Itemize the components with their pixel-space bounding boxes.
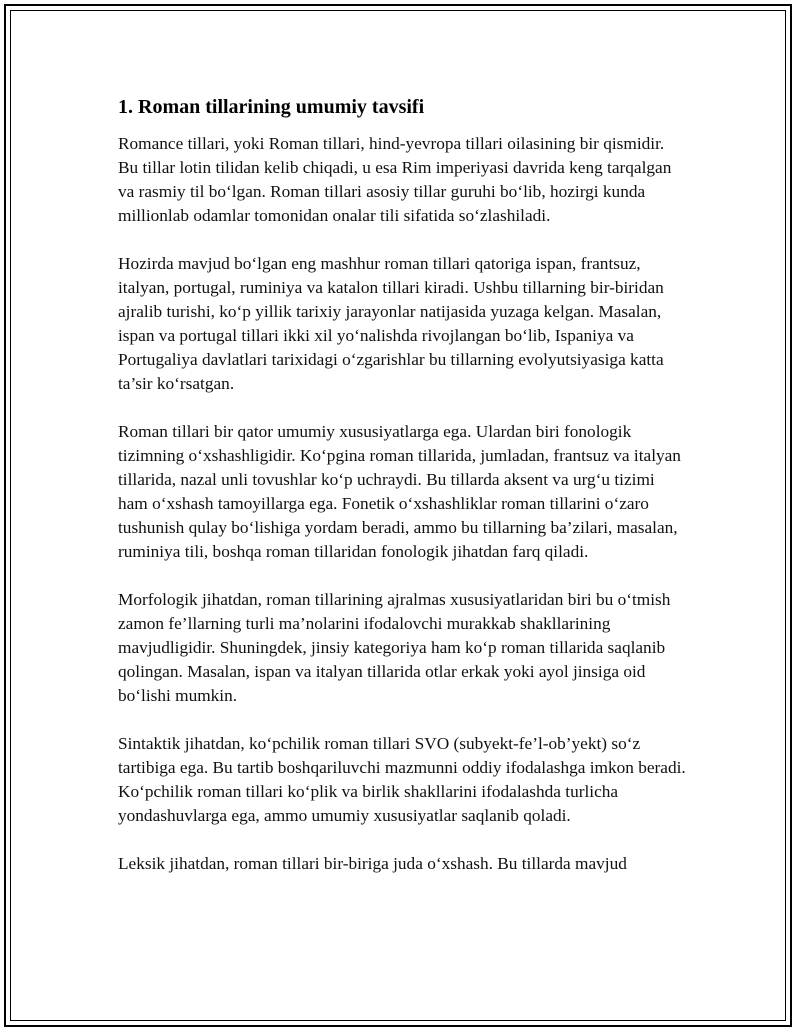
paragraph-intro: Romance tillari, yoki Roman tillari, hind-yevropa tillari oilasining bir qismidir. Bu tillar lotin tilidan kelib chiqadi, u esa Rim imperiyasi davrida keng tarqalgan va rasmiy til bo‘lgan. Roman tillari asosiy tillar guruhi bo‘lib, hozirgi kunda millionlab odamlar tomonidan onalar tili sifatida so‘zlashiladi. (118, 134, 672, 225)
paragraph-languages: Hozirda mavjud bo‘lgan eng mashhur roman tillari qatoriga ispan, frantsuz, italyan, portugal, ruminiya va katalon tillari kiradi. Ushbu tillarning bir-biridan ajralib turishi, ko‘p yillik tarixiy jarayonlar natijasida yuzaga kelgan. Masalan, ispan va portugal tillari ikki xil yo‘nalishda rivojlangan bo‘lib, Ispaniya va Portugaliya davlatlari tarixidagi o‘zgarishlar bu tillarning evolyutsiyasiga katta ta’sir ko‘rsatgan. (118, 254, 664, 393)
paragraph-lexicon: Leksik jihatdan, roman tillari bir-biriga juda o‘xshash. Bu tillarda mavjud (118, 854, 627, 873)
paragraph-morphology: Morfologik jihatdan, roman tillarining ajralmas xususiyatlaridan biri bu o‘tmish zamon fe’llarning turli ma’nolarini ifodalovchi murakkab shakllarining mavjudligidir. Shuningdek, jinsiy kategoriya ham ko‘p roman tillarida saqlanib qolingan. Masalan, ispan va italyan tillarida otlar erkak yoki ayol jinsiga oid bo‘lishi mumkin. (118, 590, 671, 705)
paragraph-syntax: Sintaktik jihatdan, ko‘pchilik roman tillari SVO (subyekt-fe’l-ob’yekt) so‘z tartibiga ega. Bu tartib boshqariluvchi mazmunni oddiy ifodalashga imkon beradi. Ko‘pchilik roman tillari ko‘plik va birlik shakllarini ifodalashda turlicha yondashuvlarga ega, ammo umumiy xususiyatlar saqlanib qoladi. (118, 734, 686, 825)
document-body (118, 94, 688, 900)
paragraph-phonology: Roman tillari bir qator umumiy xususiyatlarga ega. Ulardan biri fonologik tizimning o‘xshashligidir. Ko‘pgina roman tillarida, jumladan, frantsuz va italyan tillarida, nazal unli tovushlar ko‘p uchraydi. Bu tillarda aksent va urg‘u tizimi ham o‘xshash tamoyillarga ega. Fonetik o‘xshashliklar roman tillarini o‘zaro tushunish qulay bo‘lishiga yordam beradi, ammo bu tillarning ba’zilari, masalan, ruminiya tili, boshqa roman tillaridan fonologik jihatdan farq qiladi. (118, 422, 681, 561)
section-heading: 1. Roman tillarining umumiy tavsifi (118, 96, 425, 118)
